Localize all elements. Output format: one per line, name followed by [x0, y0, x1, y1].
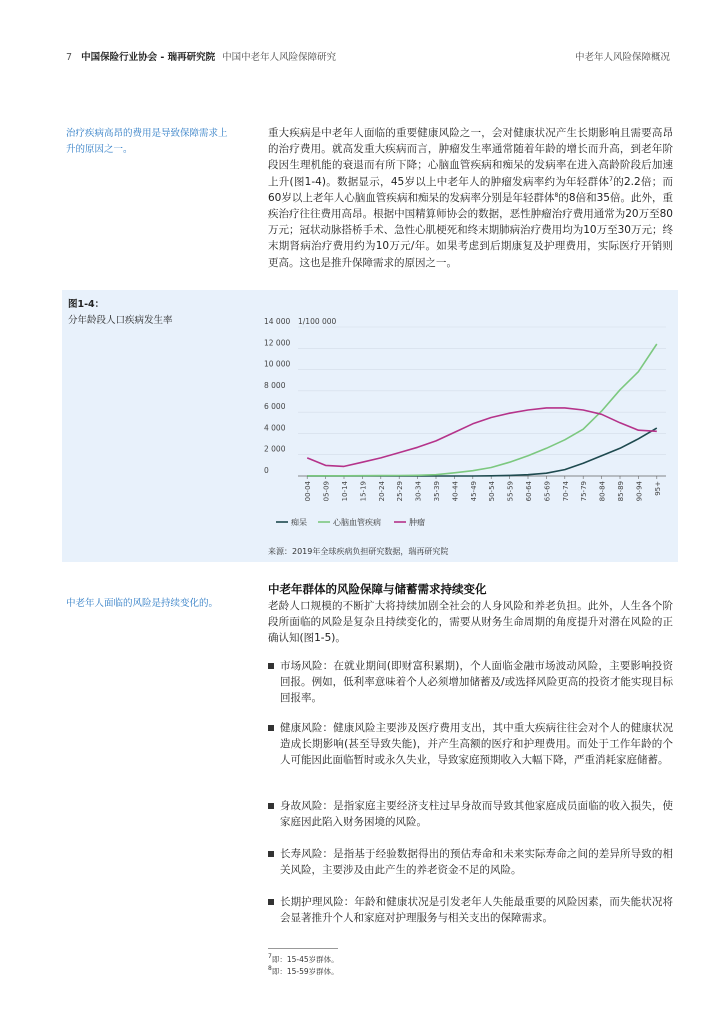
bullet-marker	[268, 725, 274, 731]
x-tick-label: 85-89	[617, 481, 625, 502]
x-tick-label: 30-34	[414, 481, 423, 502]
side-note-cost: 治疗疾病高昂的费用是导致保障需求上升的原因之一。	[66, 128, 228, 155]
x-tick-label: 45-49	[469, 481, 478, 502]
x-tick-label: 00-04	[304, 481, 313, 502]
x-tick-label: 40-44	[451, 481, 460, 502]
footnote-number: 7	[268, 953, 272, 960]
footnote-divider	[268, 948, 338, 949]
x-tick-label: 60-64	[525, 481, 533, 502]
bullet-text: 长寿风险：是指基于经验数据得出的预估寿命和未来实际寿命之间的差异所导致的相关风险，主要涉及由此产生的养老资金不足的风险。	[280, 848, 673, 877]
bullet-marker	[268, 851, 274, 857]
y-tick-label: 8 000	[264, 380, 286, 390]
y-tick-label: 2 000	[264, 444, 286, 454]
page-number: 7	[66, 52, 73, 63]
footnote-7	[268, 954, 339, 965]
legend-label: 肿瘤	[409, 518, 425, 527]
bullet-text: 身故风险：是指家庭主要经济支柱过早身故而导致其他家庭成员面临的收入损失，使家庭因此陷入财务困境的风险。	[280, 800, 673, 829]
series-line-肿瘤	[307, 408, 657, 467]
x-tick-label: 75-79	[580, 481, 589, 502]
para1-part1: 重大疾病是中老年人面临的重要健康风险之一，会对健康状况产生长期影响且需要高昂的治疗费用。就高发重大疾病而言，肿瘤发生率通常随着年龄的增长而升高，到老年阶段因生理机能的衰退而有所下降；心脑血管疾病和痴呆的发病率在进入高龄阶段后加速上升(图1-4)。数据显示，45岁以上中老年人的肿瘤发病率约为年轻群体	[268, 127, 673, 188]
y-tick-label: 14 000	[264, 317, 291, 326]
header-org: 中国保险行业协会 - 瑞再研究院	[81, 52, 216, 63]
para1-part3: 的8倍和35倍。此外，重疾治疗往往费用高昂。根据中国精算师协会的数据，恶性肿瘤治疗费用通常为20万至80万元；冠状动脉搭桥手术、急性心肌梗死和终末期肺病治疗费用均为10万至30万元；终末期肾病治疗费用约为10万元/年。如果考虑到后期康复及护理费用，实际医疗开销则更高。这也是推升保障需求的原因之一。	[268, 191, 673, 269]
bullet-text: 长期护理风险：年龄和健康状况是引发老年人失能最重要的风险因素，而失能状况将会显著推升个人和家庭对护理服务与相关支出的保障需求。	[280, 896, 673, 925]
disease-incidence-chart	[260, 290, 678, 542]
bullet-marker	[268, 663, 274, 669]
section-title: 中老年群体的风险保障与储蓄需求持续变化	[268, 582, 487, 596]
section-intro: 老龄人口规模的不断扩大将持续加剧全社会的人身风险和养老负担。此外，人生各个阶段所面临的风险是复杂且持续变化的，需要从财务生命周期的角度提升对潜在风险的正确认知(图1-5)。	[268, 600, 673, 645]
footnote-ref-8: 8	[554, 191, 559, 199]
figure-label: 图1-4：	[68, 299, 105, 310]
paragraph-major-disease	[268, 125, 673, 271]
x-tick-label: 65-69	[543, 481, 552, 502]
header-section: 中老年人风险保障概况	[574, 52, 670, 63]
bullet-marker	[268, 899, 274, 905]
x-tick-label: 50-54	[488, 481, 497, 502]
bullet-text: 市场风险：在就业期间(即财富积累期)，个人面临金融市场波动风险，主要影响投资回报。例如，低利率意味着个人必须增加储蓄及/或选择风险更高的投资才能实现目标回报率。	[280, 660, 673, 705]
y-tick-label: 0	[264, 466, 269, 475]
x-tick-label: 15-19	[359, 481, 368, 502]
x-tick-label: 10-14	[341, 481, 349, 502]
footnote-text: 即：15-59岁群体。	[271, 967, 339, 976]
page-header	[66, 49, 670, 63]
footnote-text: 即：15-45岁群体。	[271, 955, 339, 964]
x-tick-label: 20-24	[377, 481, 386, 502]
footnote-8	[268, 966, 339, 977]
figure-source: 来源：2019年全球疾病负担研究数据，瑞再研究院	[268, 547, 449, 556]
header-left	[66, 49, 336, 63]
side-note-risk: 中老年人面临的风险是持续变化的。	[66, 598, 219, 609]
x-tick-label: 70-74	[561, 481, 570, 502]
footnote-ref-7: 7	[609, 175, 613, 183]
figure-title: 分年龄段人口疾病发生率	[68, 315, 173, 326]
x-tick-label: 35-39	[433, 481, 441, 502]
footnote-number: 8	[268, 965, 272, 972]
series-line-心脑血管疾病	[307, 344, 657, 476]
x-tick-label: 95+	[653, 481, 662, 496]
y-tick-label: 6 000	[264, 402, 286, 412]
x-tick-label: 90-94	[635, 481, 644, 502]
x-tick-label: 05-09	[322, 481, 331, 502]
header-subtitle: 中国中老年人风险保障研究	[222, 52, 337, 63]
legend-label: 痴呆	[291, 518, 307, 527]
x-tick-label: 25-29	[396, 481, 405, 502]
unit-label: 1/100 000	[298, 317, 337, 326]
bullet-text: 健康风险：健康风险主要涉及医疗费用支出，其中重大疾病往往会对个人的健康状况造成长期影响(甚至导致失能)，并产生高额的医疗和护理费用。而处于工作年龄的个人可能因此面临暂时或永久失业，导致家庭预期收入大幅下降，严重消耗家庭储蓄。	[280, 722, 673, 767]
figure-1-4	[62, 290, 678, 562]
para1-part2: 的2.2倍；而60岁以上老年人心脑血管疾病和痴呆的发病率分别是年轻群体	[268, 175, 674, 204]
x-tick-label: 55-59	[506, 481, 515, 502]
y-tick-label: 4 000	[264, 423, 286, 433]
y-tick-label: 12 000	[264, 338, 291, 348]
y-tick-label: 10 000	[264, 359, 291, 369]
legend-label: 心脑血管疾病	[333, 518, 381, 527]
bullet-marker	[268, 803, 274, 809]
x-tick-label: 80-84	[598, 481, 607, 502]
